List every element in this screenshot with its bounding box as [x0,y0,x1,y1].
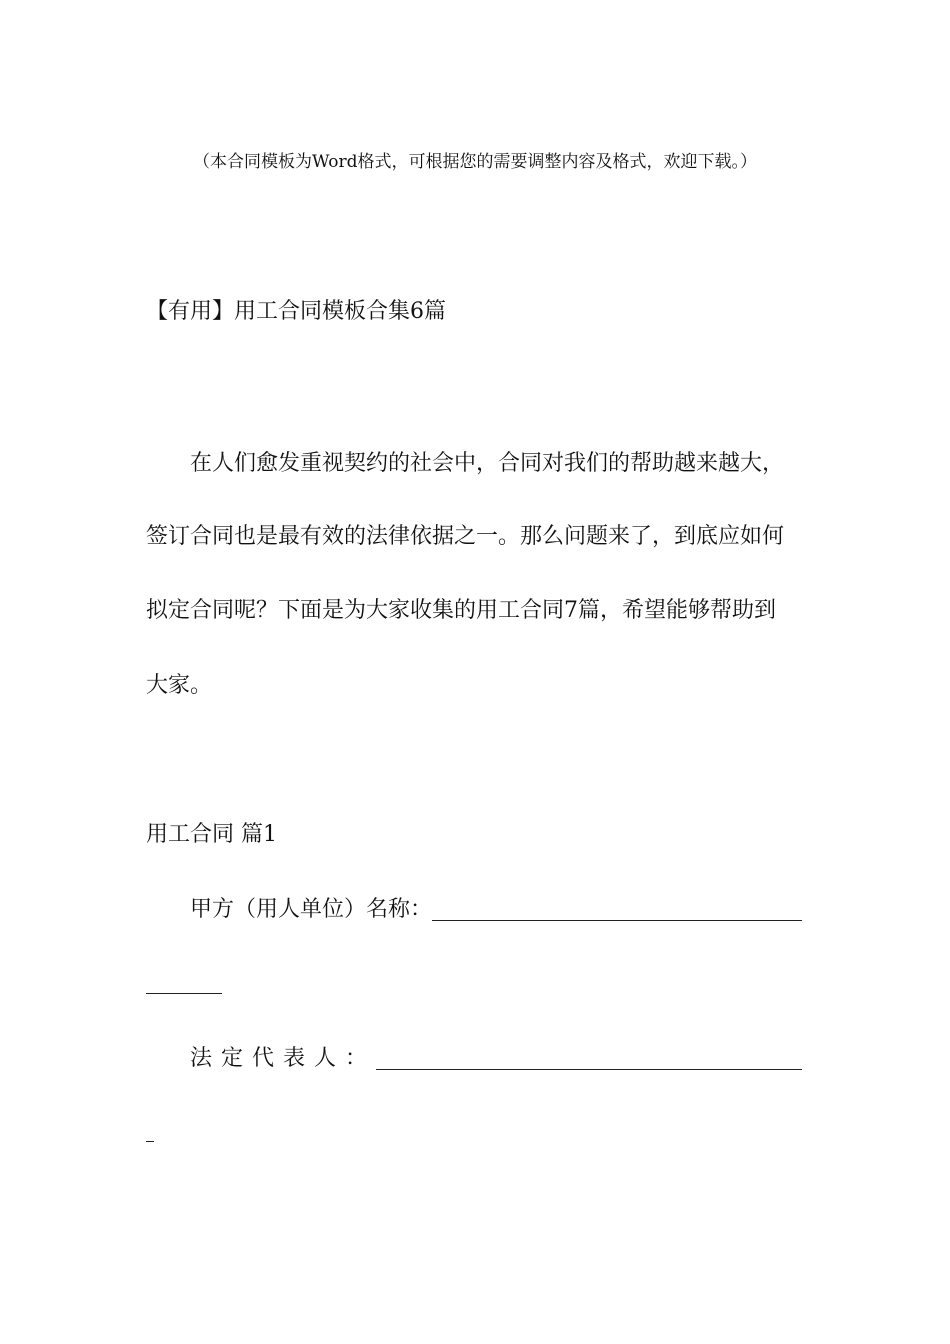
section-heading: 用工合同 篇1 [146,822,277,847]
legal-representative-blank-continuation [146,1141,154,1142]
party-a-name-blank-continuation [146,993,222,994]
intro-line-4: 大家。 [146,673,213,698]
legal-representative-field [190,1046,802,1072]
party-a-name-field [190,897,802,923]
template-note: （本合同模板为Word格式，可根据您的需要调整内容及格式，欢迎下载。） [192,152,758,172]
intro-line-2: 签订合同也是最有效的法律依据之一。那么问题来了，到底应如何 [146,524,785,549]
legal-representative-label: 法定代表人： [190,1046,377,1071]
intro-line-1: 在人们愈发重视契约的社会中，合同对我们的帮助越来越大， [190,451,785,476]
document-title: 【有用】用工合同模板合集6篇 [146,299,446,324]
party-a-name-label: 甲方（用人单位）名称： [190,897,433,922]
party-a-name-blank [432,898,802,921]
legal-representative-blank [376,1047,802,1070]
intro-line-3: 拟定合同呢？下面是为大家收集的用工合同7篇，希望能够帮助到 [146,598,776,623]
